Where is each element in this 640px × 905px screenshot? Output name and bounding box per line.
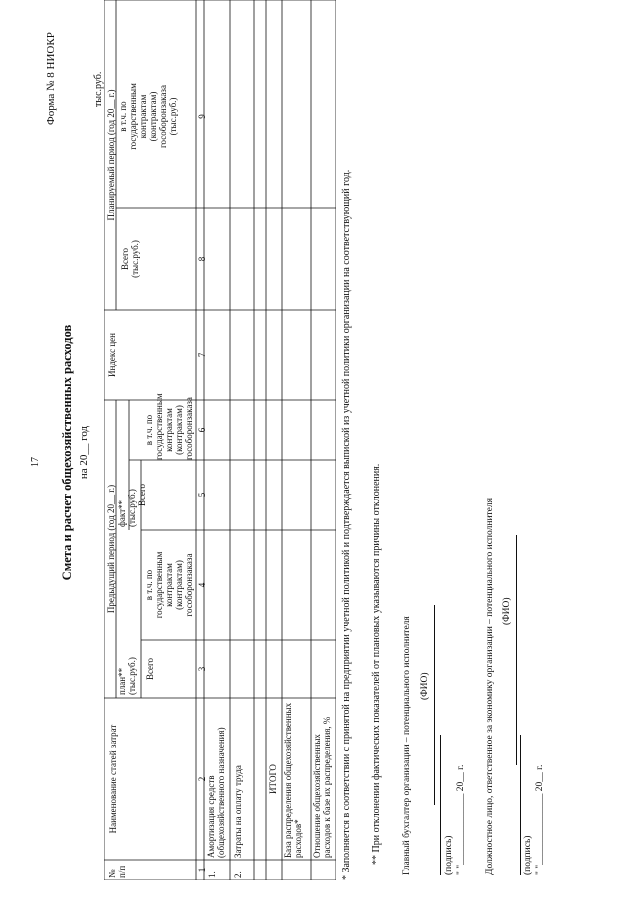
colnum-5: 5 bbox=[197, 492, 207, 498]
header-fact: факт** (тыс.руб.) bbox=[117, 489, 137, 527]
sign-label: (подпись) bbox=[523, 835, 533, 875]
page-number: 17 bbox=[30, 457, 41, 467]
fio-label: (ФИО) bbox=[420, 672, 430, 700]
colnum-2: 2 bbox=[197, 776, 207, 782]
header-plan: план** (тыс.руб.) bbox=[117, 657, 137, 695]
header-fact-total: Всего bbox=[137, 483, 147, 507]
colnum-7: 7 bbox=[197, 352, 207, 358]
colnum-8: 8 bbox=[197, 256, 207, 262]
fio-line bbox=[434, 605, 435, 805]
header-planned-period: Планируемый период (год 20__ г.) bbox=[106, 89, 116, 221]
colnum-3: 3 bbox=[197, 666, 207, 672]
sign-label: (подпись) bbox=[444, 835, 454, 875]
row-num: 2. bbox=[233, 871, 243, 878]
accountant-title: Главный бухгалтер организации – потенциального исполнителя bbox=[402, 616, 412, 875]
page-title: Смета и расчет общехозяйственных расходов bbox=[60, 324, 74, 581]
row-num: 1. bbox=[207, 871, 217, 878]
header-plan-total: Всего bbox=[145, 657, 155, 681]
row-name-total: ИТОГО bbox=[268, 764, 278, 794]
sign-line bbox=[440, 735, 441, 875]
footnote-1: * Заполняется в соответствии с принятой на предприятии учетной политикой и подтверждается выпиской из учетной политики организации на соответствующий год. bbox=[341, 169, 352, 880]
header-prev-period: Предыдущий период (год 20__ г.) bbox=[106, 484, 116, 614]
row-name: Амортизация средств (общехозяйственного назначения) bbox=[206, 727, 226, 858]
colnum-4: 4 bbox=[197, 582, 207, 588]
sign-line bbox=[520, 735, 521, 875]
header-plan-incl: в т.ч. по государственным контрактам (контрактам) гособоронзаказа bbox=[144, 551, 194, 619]
header-num: № п/п bbox=[107, 865, 127, 878]
colnum-9: 9 bbox=[197, 114, 207, 119]
date-line: " "_______________ 20__ г. bbox=[456, 764, 466, 875]
header-planned-incl: в т.ч. по государственным контрактам (контрактам) гособоронзаказа (тыс.руб.) bbox=[118, 83, 178, 150]
date-line: " "_______________ 20__ г. bbox=[535, 764, 545, 875]
official-title: Должностное лицо, ответственное за экономику организации – потенциального исполнителя bbox=[485, 497, 495, 875]
units-label: тыс.руб. bbox=[93, 71, 104, 107]
colnum-1: 1 bbox=[197, 867, 207, 873]
row-name: Отношение общехозяйственных расходов к базе их распределения, % bbox=[312, 716, 332, 858]
colnum-6: 6 bbox=[197, 427, 207, 433]
header-planned-total: Всего (тыс.руб.) bbox=[120, 240, 140, 278]
page-subtitle: на 20__ год bbox=[78, 425, 90, 480]
header-price-index: Индекс цен bbox=[107, 333, 117, 377]
footnote-2: ** При отклонении фактических показателей от плановых указываются причины отклонения. bbox=[371, 463, 382, 865]
header-fact-incl: в т.ч. по государственным контрактам (контрактам) гособоронзаказа bbox=[144, 393, 194, 460]
form-label: Форма № 8 НИОКР bbox=[45, 32, 57, 125]
row-name: Затраты на оплату труда bbox=[233, 765, 243, 858]
row-name: База распределения общехозяйственных расходов* bbox=[283, 702, 303, 858]
fio-label: (ФИО) bbox=[502, 597, 512, 625]
fio-line bbox=[516, 535, 517, 765]
header-name: Наименование статей затрат bbox=[108, 724, 118, 834]
